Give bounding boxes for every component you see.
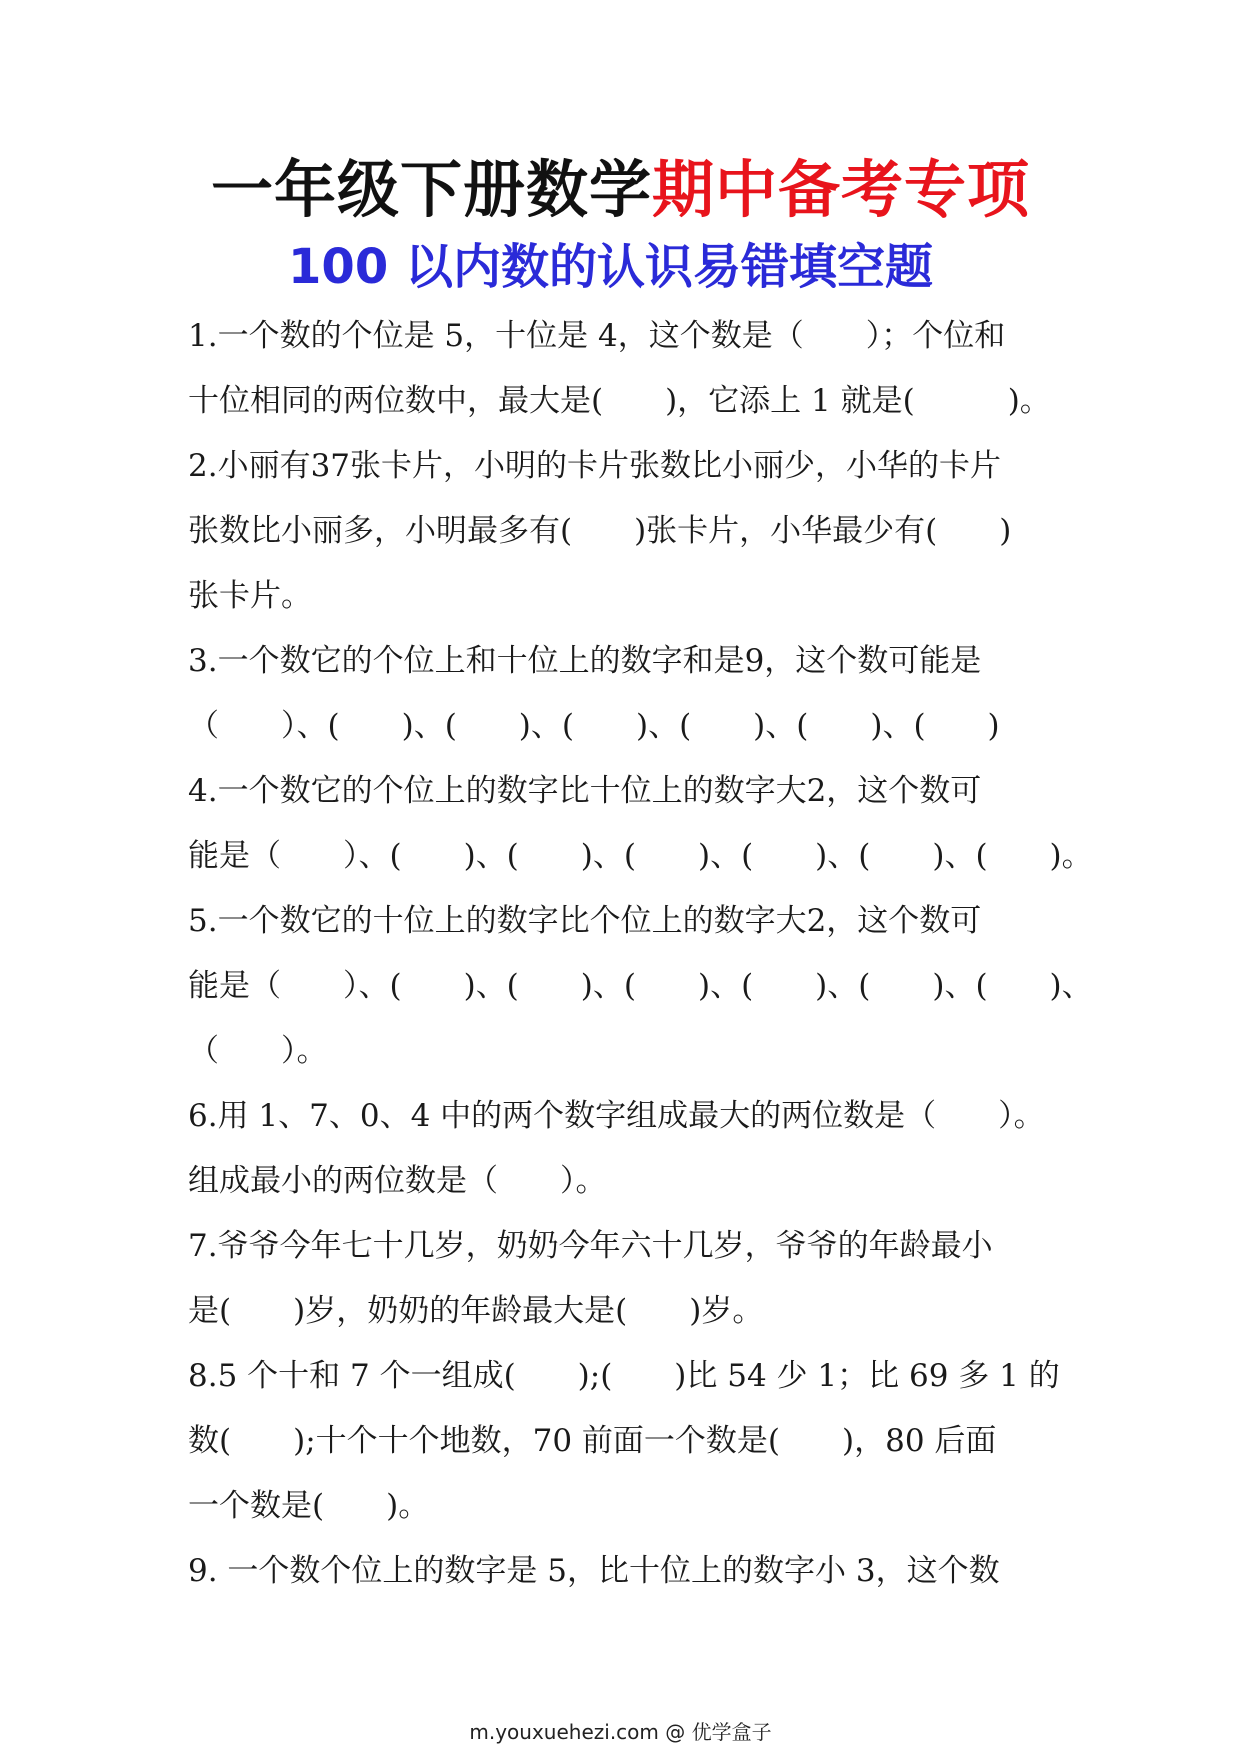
- question-line: 能是（ ）、( )、( )、( )、( )、( )、( )。: [188, 838, 1093, 874]
- question-line: 1.一个数的个位是 5，十位是 4，这个数是（ ）；个位和: [188, 318, 1006, 354]
- question-line: 3.一个数它的个位上和十位上的数字和是9，这个数可能是: [188, 643, 982, 679]
- question-line: 数( );十个十个地数，70 前面一个数是( )，80 后面: [188, 1423, 997, 1459]
- question-line: 张数比小丽多，小明最多有( )张卡片，小华最少有( ): [188, 513, 1012, 549]
- question-line: 8.5 个十和 7 个一组成( );( )比 54 少 1；比 69 多 1 的: [188, 1358, 1060, 1394]
- question-list: [188, 304, 1093, 1604]
- question-line: 5.一个数它的十位上的数字比个位上的数字大2，这个数可: [188, 903, 982, 939]
- title-part-1: 一年级下册数学: [210, 153, 652, 226]
- question-line: 十位相同的两位数中，最大是( )，它添上 1 就是( )。: [188, 383, 1051, 419]
- question-line: 4.一个数它的个位上的数字比十位上的数字大2，这个数可: [188, 773, 982, 809]
- title-part-2: 期中备考专项: [652, 153, 1031, 226]
- question-line: （ ）、( )、( )、( )、( )、( )、( ): [188, 708, 1000, 744]
- page-title: [0, 150, 1241, 230]
- footer-watermark: m.youxuehezi.com @ 优学盒子: [469, 1720, 772, 1744]
- question-line: 一个数是( )。: [188, 1488, 430, 1524]
- question-line: 9. 一个数个位上的数字是 5，比十位上的数字小 3，这个数: [188, 1553, 1000, 1589]
- question-line: 能是（ ）、( )、( )、( )、( )、( )、( )、: [188, 968, 1093, 1004]
- question-line: 2.小丽有37张卡片，小明的卡片张数比小丽少，小华的卡片: [188, 448, 1002, 484]
- question-line: 7.爷爷今年七十几岁，奶奶今年六十几岁，爷爷的年龄最小: [188, 1228, 993, 1264]
- question-line: 组成最小的两位数是（ ）。: [188, 1163, 607, 1199]
- question-line: 是( )岁，奶奶的年龄最大是( )岁。: [188, 1293, 764, 1329]
- question-line: 张卡片。: [188, 578, 312, 614]
- question-line: 6.用 1、7、0、4 中的两个数字组成最大的两位数是（ ）。: [188, 1098, 1045, 1134]
- page-subtitle: 100 以内数的认识易错填空题: [288, 239, 933, 295]
- question-line: （ ）。: [188, 1033, 328, 1069]
